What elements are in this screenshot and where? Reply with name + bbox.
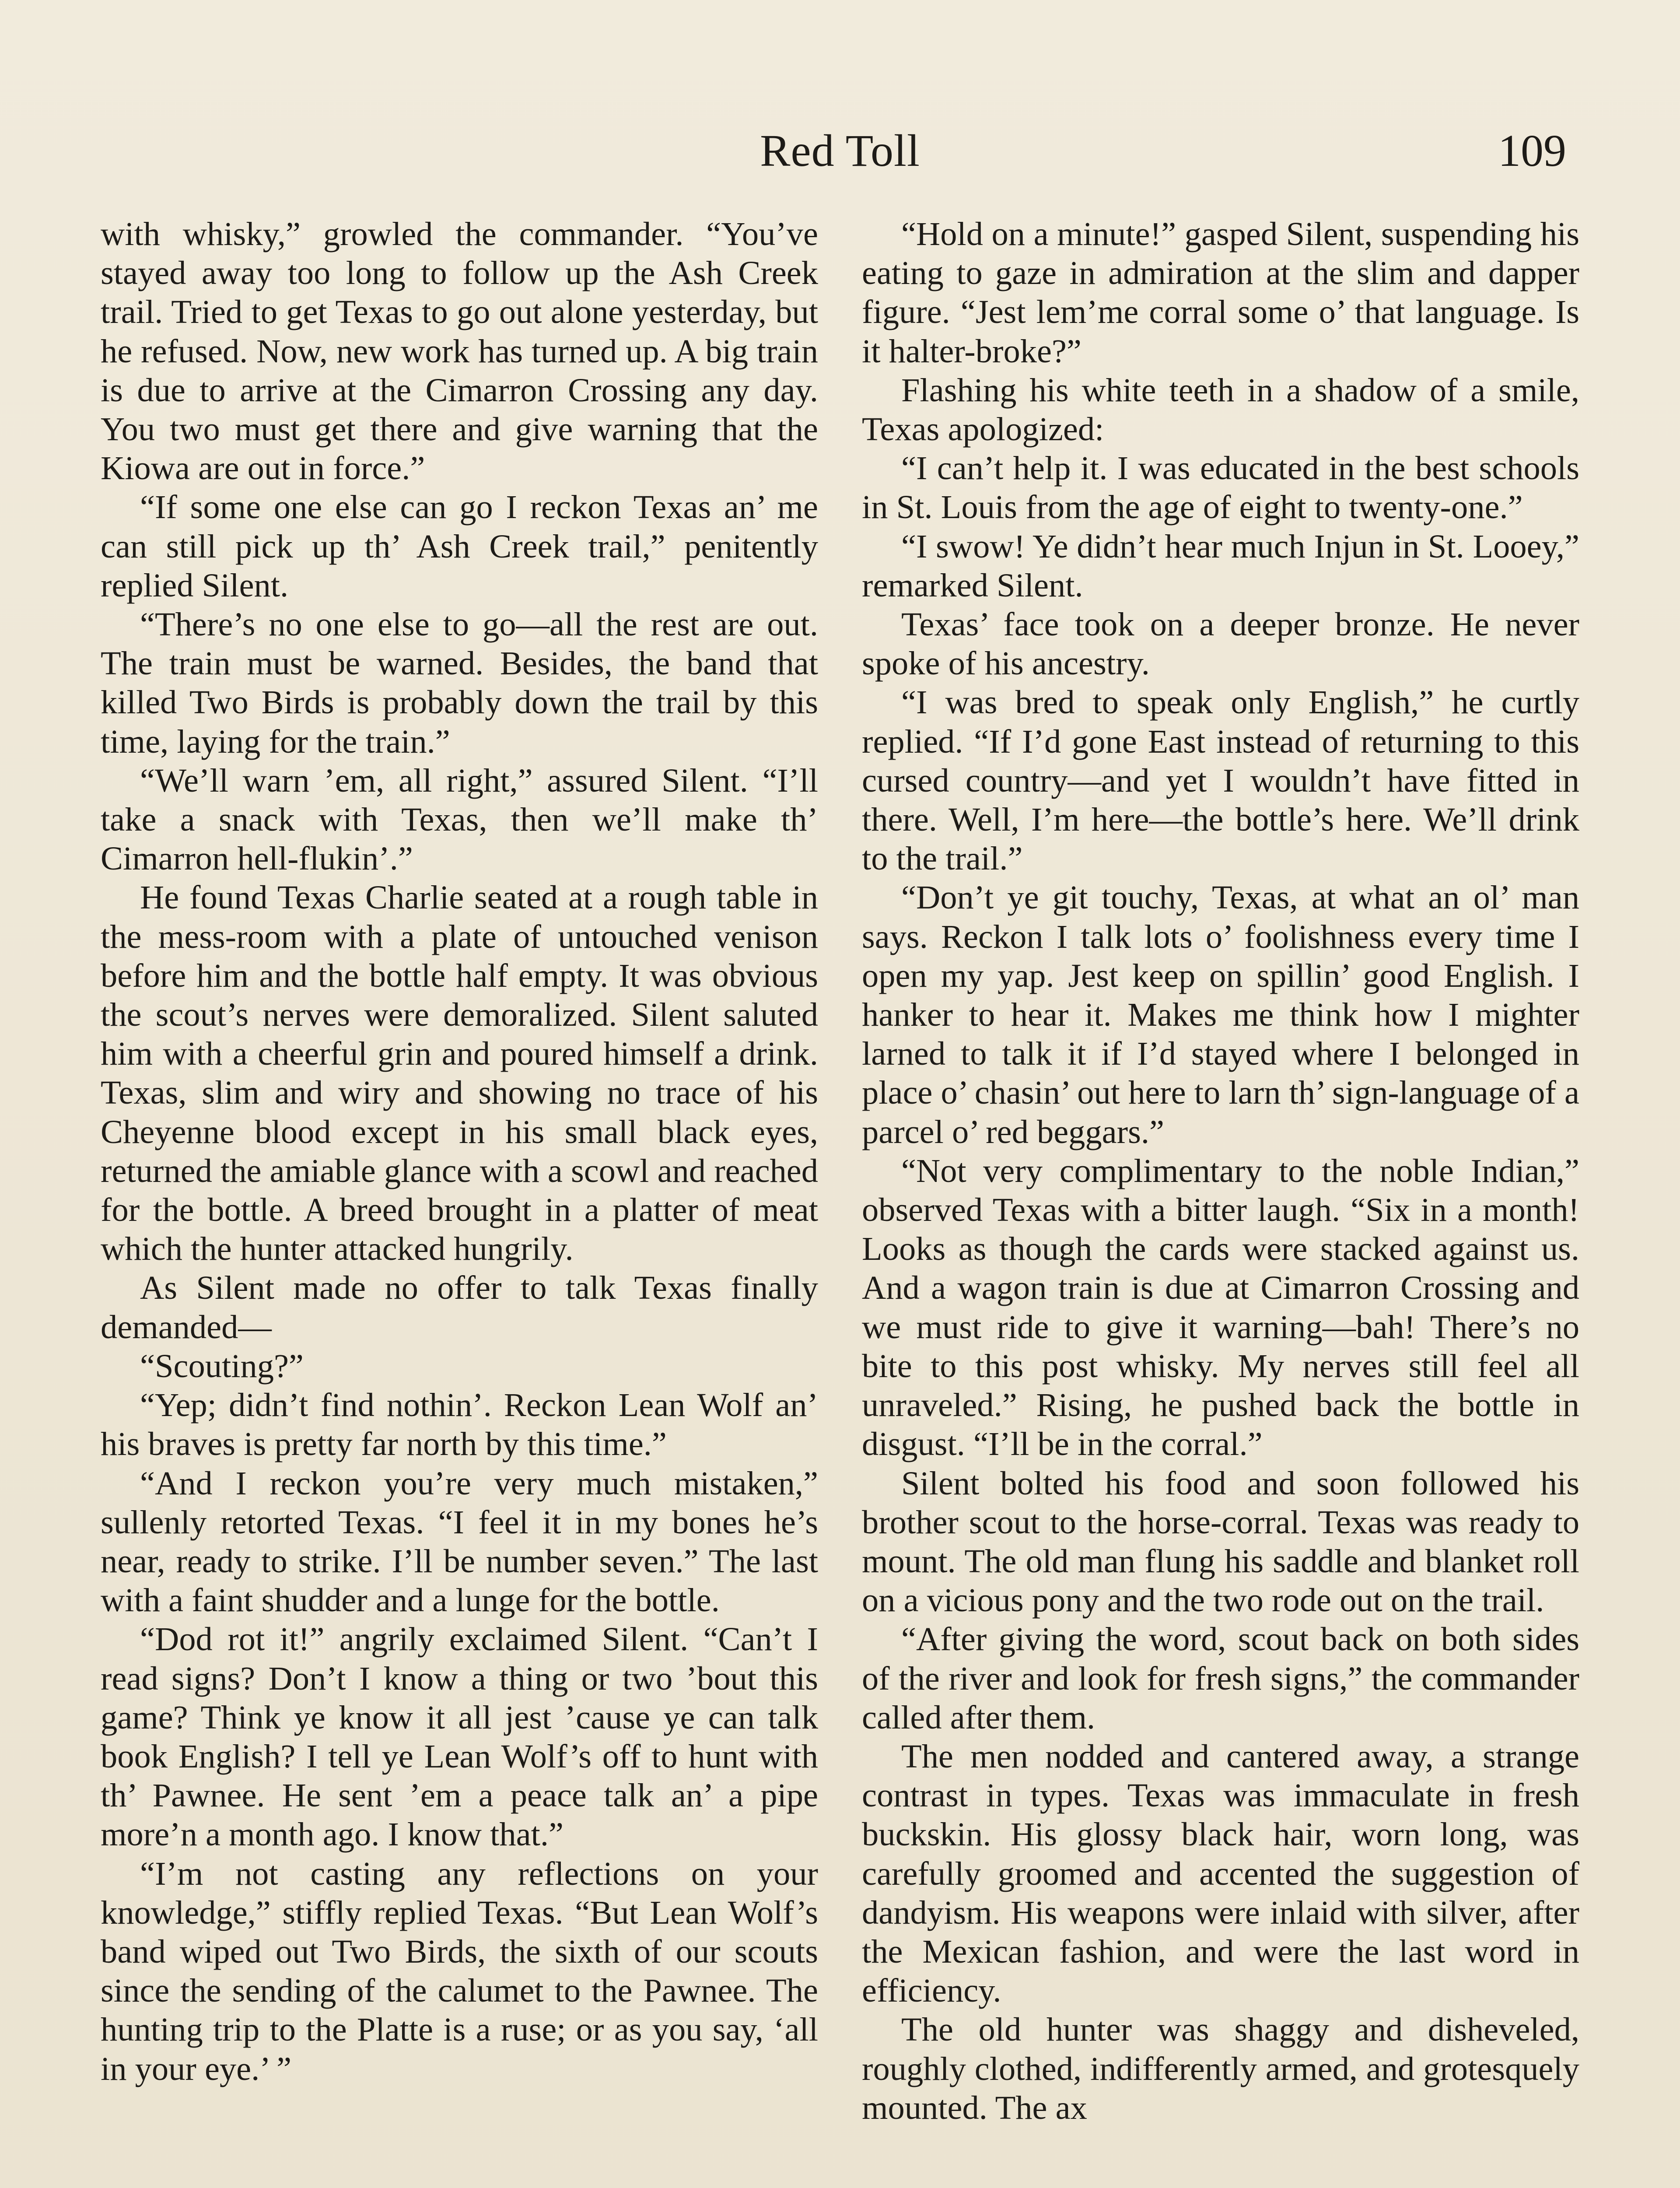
text-column-left	[101, 214, 818, 2088]
page-number: 109	[1498, 126, 1566, 176]
paragraph: The old hunter was shaggy and disheveled, roughly clothed, indifferently armed, and grotesquely mounted. The ax	[862, 2011, 1579, 2126]
paragraph: As Silent made no offer to talk Texas finally demanded—	[101, 1269, 818, 1346]
paragraph: “I’m not casting any reflections on your knowledge,” stiffly replied Texas. “But Lean Wolf’s band wiped out Two Birds, the sixth of our scouts since the sending of the calumet to the Pawnee. The hunting trip to the Platte is a ruse; or as you say, ‘all in your eye.’ ”	[101, 1855, 818, 2087]
paragraph: “I can’t help it. I was educated in the best schools in St. Louis from the age of eight to twenty-one.”	[862, 449, 1579, 526]
paragraph: “And I reckon you’re very much mistaken,” sullenly retorted Texas. “I feel it in my bones he’s near, ready to strike. I’ll be number seven.” The last with a faint shudder and a lunge for the bottle.	[101, 1464, 818, 1619]
paragraph: He found Texas Charlie seated at a rough table in the mess-room with a plate of untouched venison before him and the bottle half empty. It was obvious the scout’s nerves were demoralized. Silent saluted him with a cheerful grin and poured himself a drink. Texas, slim and wiry and showing no trace of his Cheyenne blood except in his small black eyes, returned the amiable glance with a scowl and reached for the bottle. A breed brought in a platter of meat which the hunter attacked hungrily.	[101, 879, 818, 1268]
paragraph: “I was bred to speak only English,” he curtly replied. “If I’d gone East instead of returning to this cursed country—and yet I wouldn’t have fitted in there. Well, I’m here—the bottle’s here. We’ll drink to the trail.”	[862, 684, 1579, 877]
paragraph: Flashing his white teeth in a shadow of a smile, Texas apologized:	[862, 371, 1579, 448]
paragraph: “If some one else can go I reckon Texas an’ me can still pick up th’ Ash Creek trail,” penitently replied Silent.	[101, 488, 818, 604]
paragraph: with whisky,” growled the commander. “You’ve stayed away too long to follow up the Ash Creek trail. Tried to get Texas to go out alone yesterday, but he refused. Now, new work has turned up. A big train is due to arrive at the Cimarron Crossing any day. You two must get there and give warning that the Kiowa are out in force.”	[101, 215, 818, 487]
paragraph: The men nodded and cantered away, a strange contrast in types. Texas was immaculate in fresh buckskin. His glossy black hair, worn long, was carefully groomed and accented the suggestion of dandyism. His weapons were inlaid with silver, after the Mexican fashion, and were the last word in efficiency.	[862, 1737, 1579, 2009]
paragraph: “Hold on a minute!” gasped Silent, suspending his eating to gaze in admiration at the slim and dapper figure. “Jest lem’me corral some o’ that language. Is it halter-broke?”	[862, 215, 1579, 370]
paragraph: “There’s no one else to go—all the rest are out. The train must be warned. Besides, the band that killed Two Birds is probably down the trail by this time, laying for the train.”	[101, 606, 818, 760]
running-title: Red Toll	[760, 126, 920, 176]
paragraph: “Don’t ye git touchy, Texas, at what an ol’ man says. Reckon I talk lots o’ foolishness every time I open my yap. Jest keep on spillin’ good English. I hanker to hear it. Makes me think how I mighter larned to talk it if I’d stayed where I belonged in place o’ chasin’ out here to larn th’ sign-language of a parcel o’ red beggars.”	[862, 879, 1579, 1150]
paragraph: “Yep; didn’t find nothin’. Reckon Lean Wolf an’ his braves is pretty far north by this time.”	[101, 1386, 818, 1463]
paragraph: “Scouting?”	[140, 1347, 304, 1385]
paragraph: Silent bolted his food and soon followed his brother scout to the horse-corral. Texas was ready to mount. The old man flung his saddle and blanket roll on a vicious pony and the two rode out on the trail.	[862, 1464, 1579, 1619]
paragraph: Texas’ face took on a deeper bronze. He never spoke of his ancestry.	[862, 606, 1579, 682]
paragraph: “We’ll warn ’em, all right,” assured Silent. “I’ll take a snack with Texas, then we’ll make th’ Cimarron hell-flukin’.”	[101, 761, 818, 877]
paragraph: “Dod rot it!” angrily exclaimed Silent. “Can’t I read signs? Don’t I know a thing or two ’bout this game? Think ye know it all jest ’cause ye can talk book English? I tell ye Lean Wolf’s off to hunt with th’ Pawnee. He sent ’em a peace talk an’ a pipe more’n a month ago. I know that.”	[101, 1620, 818, 1853]
text-column-right	[862, 214, 1579, 2127]
paragraph: “I swow! Ye didn’t hear much Injun in St. Looey,” remarked Silent.	[862, 527, 1579, 604]
paragraph: “Not very complimentary to the noble Indian,” observed Texas with a bitter laugh. “Six in a month! Looks as though the cards were stacked against us. And a wagon train is due at Cimarron Crossing and we must ride to give it warning—bah! There’s no bite to this post whisky. My nerves still feel all unraveled.” Rising, he pushed back the bottle in disgust. “I’ll be in the corral.”	[862, 1152, 1579, 1463]
paragraph: “After giving the word, scout back on both sides of the river and look for fresh signs,” the commander called after them.	[862, 1620, 1579, 1736]
running-head	[101, 118, 1579, 184]
